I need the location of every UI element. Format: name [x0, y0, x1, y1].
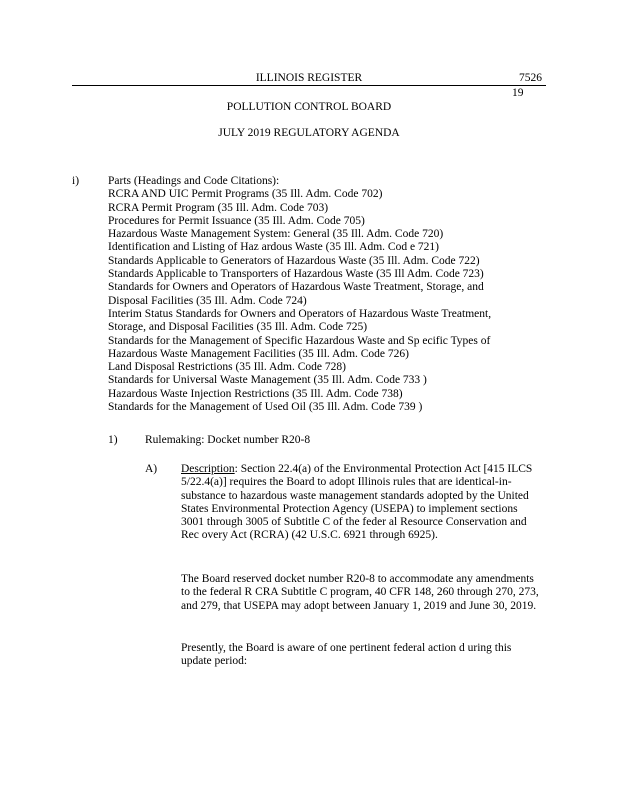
part-line: Procedures for Permit Issuance (35 Ill. Adm. Code 705) — [108, 214, 365, 227]
part-line: Interim Status Standards for Owners and Operators of Hazardous Waste Treatment, — [108, 307, 492, 320]
header-divider — [72, 85, 546, 86]
part-line: Identification and Listing of Haz ardous Waste (35 Ill. Adm. Cod e 721) — [108, 241, 440, 254]
part-line: Disposal Facilities (35 Ill. Adm. Code 724) — [108, 294, 307, 307]
part-line: Hazardous Waste Management System: General (35 Ill. Adm. Code 720) — [108, 228, 444, 241]
register-title: ILLINOIS REGISTER — [255, 72, 363, 84]
part-line: Land Disposal Restrictions (35 Ill. Adm. Code 728) — [108, 361, 346, 374]
description-label: Description — [181, 463, 235, 475]
part-line: Standards for Universal Waste Management (35 Ill. Adm. Code 733 ) — [108, 374, 427, 387]
part-line: Storage, and Disposal Facilities (35 Ill. Adm. Code 725) — [108, 321, 368, 334]
part-line: Standards for the Management of Specific Hazardous Waste and Sp ecific Types of — [108, 334, 491, 347]
parts-heading: Parts (Headings and Code Citations): — [108, 175, 280, 187]
part-line: Hazardous Waste Injection Restrictions (35 Ill. Adm. Code 738) — [108, 387, 403, 400]
part-line: Standards Applicable to Generators of Hazardous Waste (35 Ill. Adm. Code 722) — [108, 254, 480, 267]
rulemaking-number: 1) — [108, 434, 118, 446]
part-line: Standards for Owners and Operators of Hazardous Waste Treatment, Storage, and — [108, 281, 484, 294]
description-text: : Section 22.4(a) of the Environmental Protection Act [415 ILCS 5/22.4(a)] requires the Board to adopt Illinois rules that are identical-in-substance to hazardous waste management standards adopted by the United States Environmental Protection Agency (USEPA) to implement sections 3001 through 3005 of Subtitle C of the feder al Resource Conservation and Rec overy Act (RCRA) (42 U.S.C. 6921 through 6925). — [181, 463, 533, 542]
docket-paragraph: The Board reserved docket number R20-8 to accommodate any amendments to the federal R CRA Subtitle C program, 40 CFR 148, 260 through 270, 273, and 279, that USEPA may adopt between January 1, 2019 and June 30, 2019. — [181, 573, 539, 612]
page-number: 7526 — [519, 72, 542, 84]
agenda-title: JULY 2019 REGULATORY AGENDA — [218, 127, 400, 139]
volume-number: 19 — [512, 87, 524, 99]
part-line: Standards Applicable to Transporters of Hazardous Waste (35 Ill Adm. Code 723) — [108, 268, 484, 281]
part-line: Standards for the Management of Used Oil (35 Ill. Adm. Code 739 ) — [108, 401, 423, 414]
parts-list — [108, 188, 538, 414]
rulemaking-docket: Rulemaking: Docket number R20-8 — [145, 434, 311, 446]
section-marker: i) — [72, 175, 80, 187]
subitem-marker: A) — [145, 463, 158, 475]
federal-action-paragraph: Presently, the Board is aware of one pertinent federal action d uring this update period: — [181, 642, 512, 668]
board-name: POLLUTION CONTROL BOARD — [226, 101, 392, 113]
part-line: RCRA Permit Program (35 Ill. Adm. Code 703) — [108, 201, 329, 214]
part-line: Hazardous Waste Management Facilities (35 Ill. Adm. Code 726) — [108, 347, 409, 360]
part-line: RCRA AND UIC Permit Programs (35 Ill. Adm. Code 702) — [108, 188, 383, 201]
description-paragraph — [181, 463, 541, 543]
